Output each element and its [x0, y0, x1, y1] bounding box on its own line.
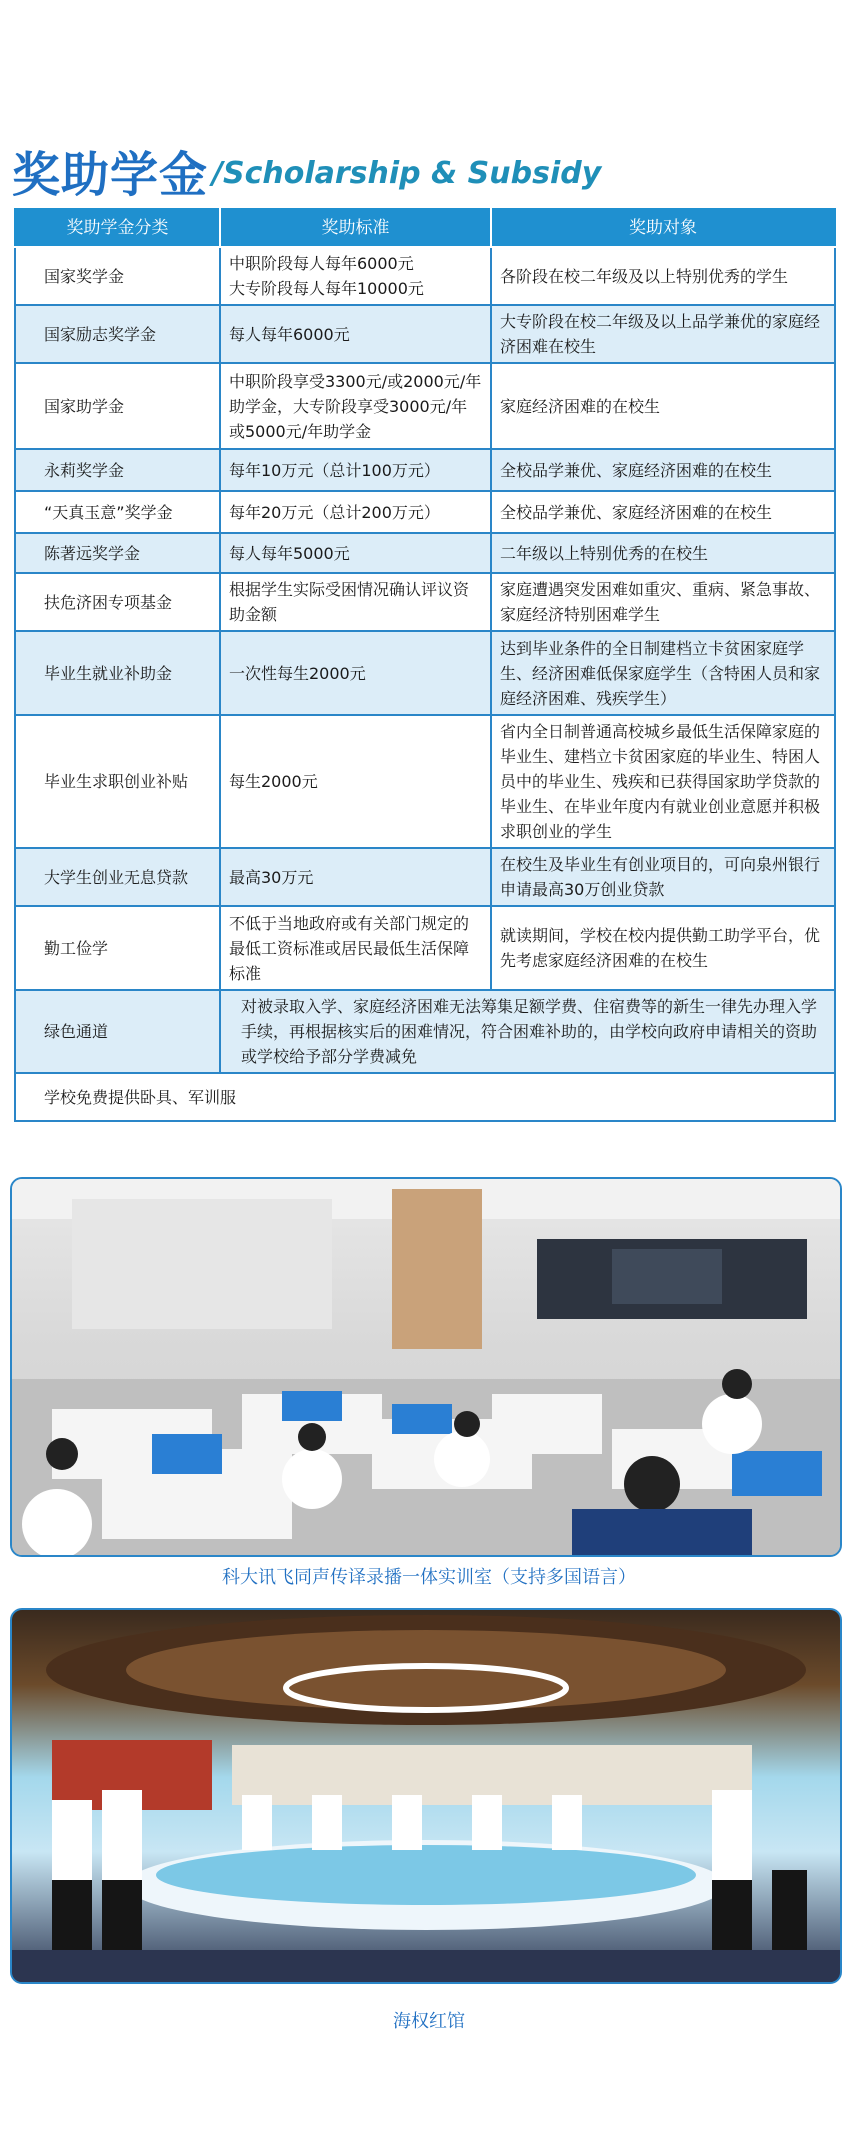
classroom-illustration [12, 1179, 840, 1555]
cell-category: 大学生创业无息贷款 [15, 848, 220, 906]
cell-target: 各阶段在校二年级及以上特别优秀的学生 [491, 247, 835, 305]
cell-standard: 每生2000元 [220, 715, 491, 848]
table-row [15, 247, 835, 305]
table-row [15, 631, 835, 715]
table-row [15, 491, 835, 533]
cell-category: 扶危济困专项基金 [15, 573, 220, 631]
photo-caption-training-room: 科大讯飞同声传译录播一体实训室（支持多国语言） [222, 1567, 636, 1588]
cell-standard: 每年20万元（总计200万元） [220, 491, 491, 533]
table-row [15, 533, 835, 573]
cell-target: 就读期间，学校在校内提供勤工助学平台，优先考虑家庭经济困难的在校生 [491, 906, 835, 990]
cell-category: 绿色通道 [15, 990, 220, 1073]
cell-standard: 每年10万元（总计100万元） [220, 449, 491, 491]
cell-target: 全校品学兼优、家庭经济困难的在校生 [491, 491, 835, 533]
cell-target: 达到毕业条件的全日制建档立卡贫困家庭学生、经济困难低保家庭学生（含特困人员和家庭经济困难、残疾学生） [491, 631, 835, 715]
cell-category: “天真玉意”奖学金 [15, 491, 220, 533]
cell-target: 二年级以上特别优秀的在校生 [491, 533, 835, 573]
cell-target: 家庭遭遇突发困难如重灾、重病、紧急事故、家庭经济特别困难学生 [491, 573, 835, 631]
cell-category: 国家励志奖学金 [15, 305, 220, 363]
cell-standard: 不低于当地政府或有关部门规定的最低工资标准或居民最低生活保障标准 [220, 906, 491, 990]
section-title-english: /Scholarship & Subsidy [212, 156, 602, 191]
footer-note: 学校免费提供卧具、军训服 [15, 1073, 835, 1121]
cell-standard: 每人每年5000元 [220, 533, 491, 573]
training-room-photo [10, 1177, 842, 1557]
cell-target: 家庭经济困难的在校生 [491, 363, 835, 449]
cell-category: 国家奖学金 [15, 247, 220, 305]
cell-standard: 根据学生实际受困情况确认评议资助金额 [220, 573, 491, 631]
cell-standard: 一次性每生2000元 [220, 631, 491, 715]
cell-standard: 最高30万元 [220, 848, 491, 906]
table-row [15, 449, 835, 491]
table-row [15, 906, 835, 990]
hall-illustration [12, 1610, 840, 1982]
table-row [15, 715, 835, 848]
cell-standard: 中职阶段每人每年6000元 大专阶段每人每年10000元 [220, 247, 491, 305]
section-title: 奖助学金 [12, 147, 209, 203]
cell-green-channel-text: 对被录取入学、家庭经济困难无法筹集足额学费、住宿费等的新生一律先办理入学手续，再根据核实后的困难情况，符合困难补助的，由学校向政府申请相关的资助或学校给予部分学费减免 [220, 990, 835, 1073]
table-row [15, 305, 835, 363]
cell-category: 国家助学金 [15, 363, 220, 449]
table-header-row [15, 209, 835, 247]
hall-photo [10, 1608, 842, 1984]
table-row [15, 848, 835, 906]
cell-target: 在校生及毕业生有创业项目的，可向泉州银行申请最高30万创业贷款 [491, 848, 835, 906]
scholarship-table [14, 208, 836, 1122]
table-row-footer-note [15, 1073, 835, 1121]
table-body [15, 247, 835, 1121]
table-row-green-channel [15, 990, 835, 1073]
cell-standard: 每人每年6000元 [220, 305, 491, 363]
cell-category: 毕业生求职创业补贴 [15, 715, 220, 848]
cell-target: 全校品学兼优、家庭经济困难的在校生 [491, 449, 835, 491]
cell-standard: 中职阶段享受3300元/或2000元/年助学金，大专阶段享受3000元/年或5000元/年助学金 [220, 363, 491, 449]
cell-category: 勤工俭学 [15, 906, 220, 990]
scholarship-table-container [14, 208, 834, 1122]
cell-category: 毕业生就业补助金 [15, 631, 220, 715]
cell-category: 永莉奖学金 [15, 449, 220, 491]
photo-caption-hall: 海权红馆 [393, 2011, 465, 2032]
cell-target: 大专阶段在校二年级及以上品学兼优的家庭经济困难在校生 [491, 305, 835, 363]
header-standard: 奖助标准 [220, 209, 491, 247]
table-row [15, 363, 835, 449]
header-category: 奖助学金分类 [15, 209, 220, 247]
header-target: 奖助对象 [491, 209, 835, 247]
table-row [15, 573, 835, 631]
cell-target: 省内全日制普通高校城乡最低生活保障家庭的毕业生、建档立卡贫困家庭的毕业生、特困人员中的毕业生、残疾和已获得国家助学贷款的毕业生、在毕业年度内有就业创业意愿并积极求职创业的学生 [491, 715, 835, 848]
cell-category: 陈著远奖学金 [15, 533, 220, 573]
